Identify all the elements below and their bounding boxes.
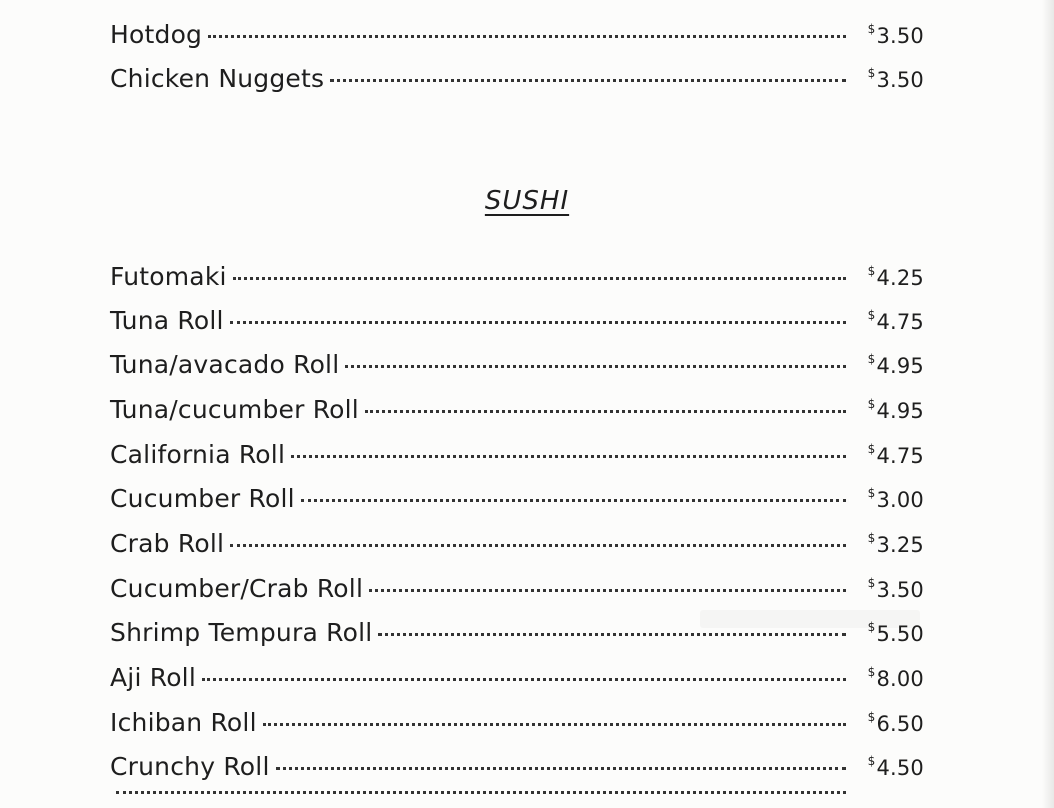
menu-item-row bbox=[110, 262, 924, 298]
leader-dots bbox=[301, 499, 846, 502]
menu-item-name: Cucumber Roll bbox=[110, 484, 295, 513]
menu-item-row bbox=[110, 20, 924, 56]
dollar-sign: $ bbox=[867, 264, 876, 278]
price-value: 8.00 bbox=[876, 667, 924, 691]
menu-item-price bbox=[862, 442, 924, 468]
price-value: 3.50 bbox=[876, 24, 924, 48]
dollar-sign: $ bbox=[867, 308, 876, 322]
price-value: 4.95 bbox=[876, 354, 924, 378]
menu-item-name: Ichiban Roll bbox=[110, 708, 257, 737]
leader-dots bbox=[345, 365, 846, 368]
menu-item-price bbox=[862, 352, 924, 378]
menu-item-name: Futomaki bbox=[110, 262, 227, 291]
leader-dots bbox=[263, 723, 846, 726]
menu-item-price bbox=[862, 576, 924, 602]
price-value: 3.50 bbox=[876, 68, 924, 92]
menu-item-price bbox=[862, 308, 924, 334]
leader-dots bbox=[276, 767, 846, 770]
menu-item-name: Hotdog bbox=[110, 20, 203, 49]
menu-item-price bbox=[862, 754, 924, 780]
leader-dots bbox=[369, 589, 846, 592]
leader-dots bbox=[230, 544, 846, 547]
dollar-sign: $ bbox=[867, 665, 876, 679]
dollar-sign: $ bbox=[867, 576, 876, 590]
leader-dots bbox=[291, 455, 846, 458]
menu-item-name: Crab Roll bbox=[110, 529, 225, 558]
menu-item-price bbox=[862, 66, 924, 92]
leader-dots bbox=[233, 277, 846, 280]
dollar-sign: $ bbox=[867, 352, 876, 366]
menu-item-name: Crunchy Roll bbox=[110, 752, 270, 781]
menu-item-row-clipped bbox=[110, 0, 924, 14]
dollar-sign: $ bbox=[867, 620, 876, 634]
price-value: 4.75 bbox=[876, 310, 924, 334]
price-value: 3.00 bbox=[876, 488, 924, 512]
price-value: 4.50 bbox=[876, 756, 924, 780]
menu-item-price bbox=[862, 665, 924, 691]
menu-item-name: Cucumber/Crab Roll bbox=[110, 574, 364, 603]
dollar-sign: $ bbox=[867, 22, 876, 36]
dollar-sign: $ bbox=[867, 397, 876, 411]
menu-item-price bbox=[862, 620, 924, 646]
menu-item-name: Aji Roll bbox=[110, 663, 196, 692]
menu-item-name: Tuna/avacado Roll bbox=[110, 350, 340, 379]
leader-dots bbox=[230, 321, 846, 324]
menu-item-name: California Roll bbox=[110, 440, 286, 469]
dollar-sign: $ bbox=[867, 66, 876, 80]
price-value: 6.50 bbox=[876, 712, 924, 736]
menu-item-price bbox=[862, 710, 924, 736]
dollar-sign: $ bbox=[867, 486, 876, 500]
menu-item-row bbox=[110, 350, 924, 386]
menu-item-name: Chicken Nuggets bbox=[110, 64, 325, 93]
menu-item-row bbox=[110, 529, 924, 565]
dollar-sign: $ bbox=[867, 531, 876, 545]
menu-item-row bbox=[110, 663, 924, 699]
price-value: 4.95 bbox=[876, 399, 924, 423]
menu-item-row bbox=[110, 484, 924, 520]
price-value: 4.25 bbox=[876, 266, 924, 290]
menu-item-row bbox=[110, 395, 924, 431]
dollar-sign: $ bbox=[867, 442, 876, 456]
menu-item-price bbox=[862, 486, 924, 512]
leader-dots bbox=[378, 633, 846, 636]
menu-item-row bbox=[110, 574, 924, 610]
menu-item-row bbox=[110, 752, 924, 788]
scan-edge-shadow bbox=[1042, 0, 1054, 808]
menu-item-price bbox=[862, 397, 924, 423]
menu-item-row bbox=[110, 708, 924, 744]
dollar-sign: $ bbox=[867, 710, 876, 724]
price-value: 4.75 bbox=[876, 444, 924, 468]
dollar-sign: $ bbox=[867, 754, 876, 768]
menu-item-row-clipped bbox=[110, 796, 924, 808]
leader-dots bbox=[330, 79, 846, 82]
menu-item-row bbox=[110, 64, 924, 100]
price-value: 3.25 bbox=[876, 533, 924, 557]
leader-dots bbox=[365, 410, 846, 413]
price-value: 5.50 bbox=[876, 622, 924, 646]
menu-item-price bbox=[862, 22, 924, 48]
menu-item-row bbox=[110, 440, 924, 476]
menu-item-row bbox=[110, 306, 924, 342]
leader-dots bbox=[116, 791, 846, 794]
menu-item-price bbox=[862, 264, 924, 290]
section-heading-sushi: SUSHI bbox=[484, 186, 570, 216]
menu-item-name: Shrimp Tempura Roll bbox=[110, 618, 373, 647]
menu-item-name: Tuna/cucumber Roll bbox=[110, 395, 359, 424]
price-value: 3.50 bbox=[876, 578, 924, 602]
menu-item-name: Tuna Roll bbox=[110, 306, 224, 335]
menu-item-price bbox=[862, 531, 924, 557]
leader-dots bbox=[202, 678, 846, 681]
leader-dots bbox=[208, 35, 846, 38]
menu-item-row bbox=[110, 618, 924, 654]
